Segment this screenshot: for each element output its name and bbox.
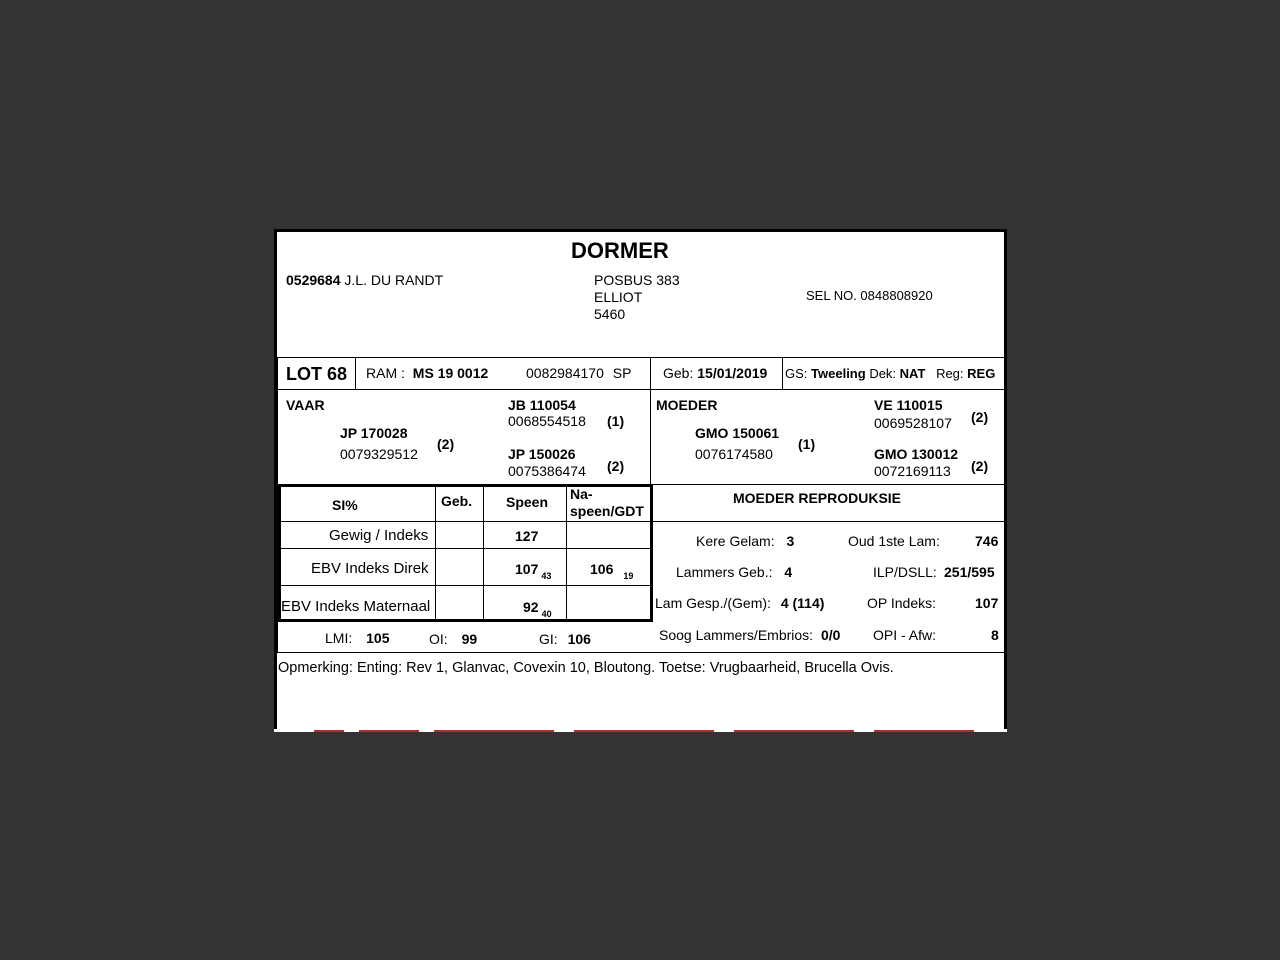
op-value: 107 [975,595,999,611]
sire-dam-count: (2) [607,458,625,474]
breeder-name: J.L. DU RANDT [344,272,444,288]
naspeen-accuracy: 19 [623,571,634,581]
speen-accuracy: 40 [541,609,552,619]
breed-title: DORMER [571,238,669,263]
divider [782,357,783,389]
col-header-si: SI% [332,497,358,513]
ram-number-line [526,365,631,381]
lmi-value: 105 [366,630,390,646]
row-label: EBV Indeks Maternaal [281,598,431,615]
lot-card [274,229,1007,732]
ilp-label: ILP/DSLL: [873,564,937,580]
soog-value: 0/0 [820,627,841,643]
op-label: OP Indeks: [867,595,937,611]
cut-off-text [359,730,419,732]
sire-number: 0079329512 [340,446,418,462]
divider [280,521,650,522]
dek-label: Dek: [869,366,897,381]
row-label: EBV Indeks Direk [311,560,429,577]
moeder-label: MOEDER [656,397,718,413]
speen-value-cell [523,599,552,619]
divider [278,619,652,622]
lammers-geb [676,564,792,580]
naspeen-value: 106 [590,561,614,577]
gi-index [539,631,591,647]
address-line-3: 5460 [594,306,626,322]
sire-sire-number: 0068554518 [508,413,586,429]
divider [277,357,1004,358]
dam-sire-count: (2) [971,409,989,425]
divider [652,521,1004,522]
geb-value: 15/01/2019 [697,365,768,381]
dam-dam-number: 0072169113 [874,463,951,479]
divider [280,585,650,586]
opi-label: OPI - Afw: [873,627,937,643]
sire-sire-id: JB 110054 [508,397,576,413]
lam-gesp [655,595,824,611]
divider [277,389,1004,390]
reg-value: REG [967,366,996,381]
ram-label: RAM : [366,365,405,381]
dam-dam-count: (2) [971,458,989,474]
cut-off-text [874,730,974,732]
divider [566,486,567,619]
breeder-number: 0529684 [286,272,341,288]
oud-label: Oud 1ste Lam: [848,533,940,549]
dam-id: GMO 150061 [695,425,780,441]
sel-number: SEL NO. 0848808920 [806,288,933,303]
col-header-speen: Speen [506,494,549,510]
sire-sire-count: (1) [607,413,625,429]
kere-gelam-label: Kere Gelam: [696,533,775,549]
soog [659,627,840,643]
dam-sire-number: 0069528107 [874,415,952,431]
dek-value: NAT [899,366,926,381]
dam-number: 0076174580 [695,446,773,462]
lmi-label: LMI: [325,630,353,646]
soog-label: Soog Lammers/Embrios: [659,627,814,643]
ilp-value: 251/595 [944,564,995,580]
card-bottom-edge [274,729,1007,732]
breeder-address [594,272,680,323]
gs-label: GS: [785,366,808,381]
naspeen-line-2: speen/GDT [570,503,644,519]
breeder-line [286,272,443,288]
sire-dam-number: 0075386474 [508,463,586,479]
lammers-geb-label: Lammers Geb.: [676,564,773,580]
cut-off-text [434,730,554,732]
divider [650,484,653,622]
speen-value: 92 [523,599,539,615]
speen-value-cell [515,561,552,581]
cut-off-text [574,730,714,732]
divider [355,357,356,389]
row-label: Gewig / Indeks [329,527,429,544]
ram-suffix: SP [612,365,632,381]
dam-count: (1) [798,436,816,452]
speen-value: 107 [515,561,539,577]
ram-info [366,365,488,381]
oud-value: 746 [975,533,999,549]
opi-value: 8 [991,627,999,643]
sire-count: (2) [437,436,455,452]
birth-status [785,366,995,381]
address-line-2: ELLIOT [594,289,643,305]
speen-accuracy: 43 [541,571,552,581]
oi-value: 99 [461,631,478,647]
gs-value: Tweeling [811,366,866,381]
dam-sire-id: VE 110015 [874,397,943,413]
remark: Opmerking: Enting: Rev 1, Glanvac, Covexin 10, Bloutong. Toetse: Vrugbaarheid, Brucella Ovis. [278,660,894,676]
cut-off-text [734,730,854,732]
lammers-geb-value: 4 [784,564,793,580]
address-line-1: POSBUS 383 [594,272,680,288]
lmi-index [325,630,389,646]
kere-gelam [696,533,794,549]
ram-id: MS 19 0012 [412,365,489,381]
vaar-label: VAAR [286,397,325,413]
divider [1004,357,1005,652]
naspeen-value-cell [590,561,634,581]
lot-number: LOT 68 [286,364,348,384]
gi-label: GI: [539,631,558,647]
cut-off-text [314,730,344,732]
gi-value: 106 [567,631,591,647]
divider [483,486,484,619]
reproduction-title: MOEDER REPRODUKSIE [733,490,902,506]
birth-date [663,365,767,381]
naspeen-line-1: Na- [570,486,593,502]
lam-gesp-label: Lam Gesp./(Gem): [655,595,771,611]
oi-index [429,631,477,647]
geb-label: Geb: [663,365,694,381]
sire-id: JP 170028 [340,425,408,441]
divider [435,486,436,619]
divider [280,548,650,549]
oi-label: OI: [429,631,448,647]
dam-dam-id: GMO 130012 [874,446,959,462]
divider [652,484,1004,485]
col-header-geb: Geb. [441,493,473,509]
sire-dam-id: JP 150026 [508,446,576,462]
ram-number: 0082984170 [526,365,604,381]
lam-gesp-value: 4 (114) [780,595,825,611]
col-header-naspeen [570,486,644,520]
kere-gelam-value: 3 [786,533,795,549]
speen-value: 127 [515,528,539,544]
divider [277,652,1004,653]
reg-label: Reg: [936,366,964,381]
